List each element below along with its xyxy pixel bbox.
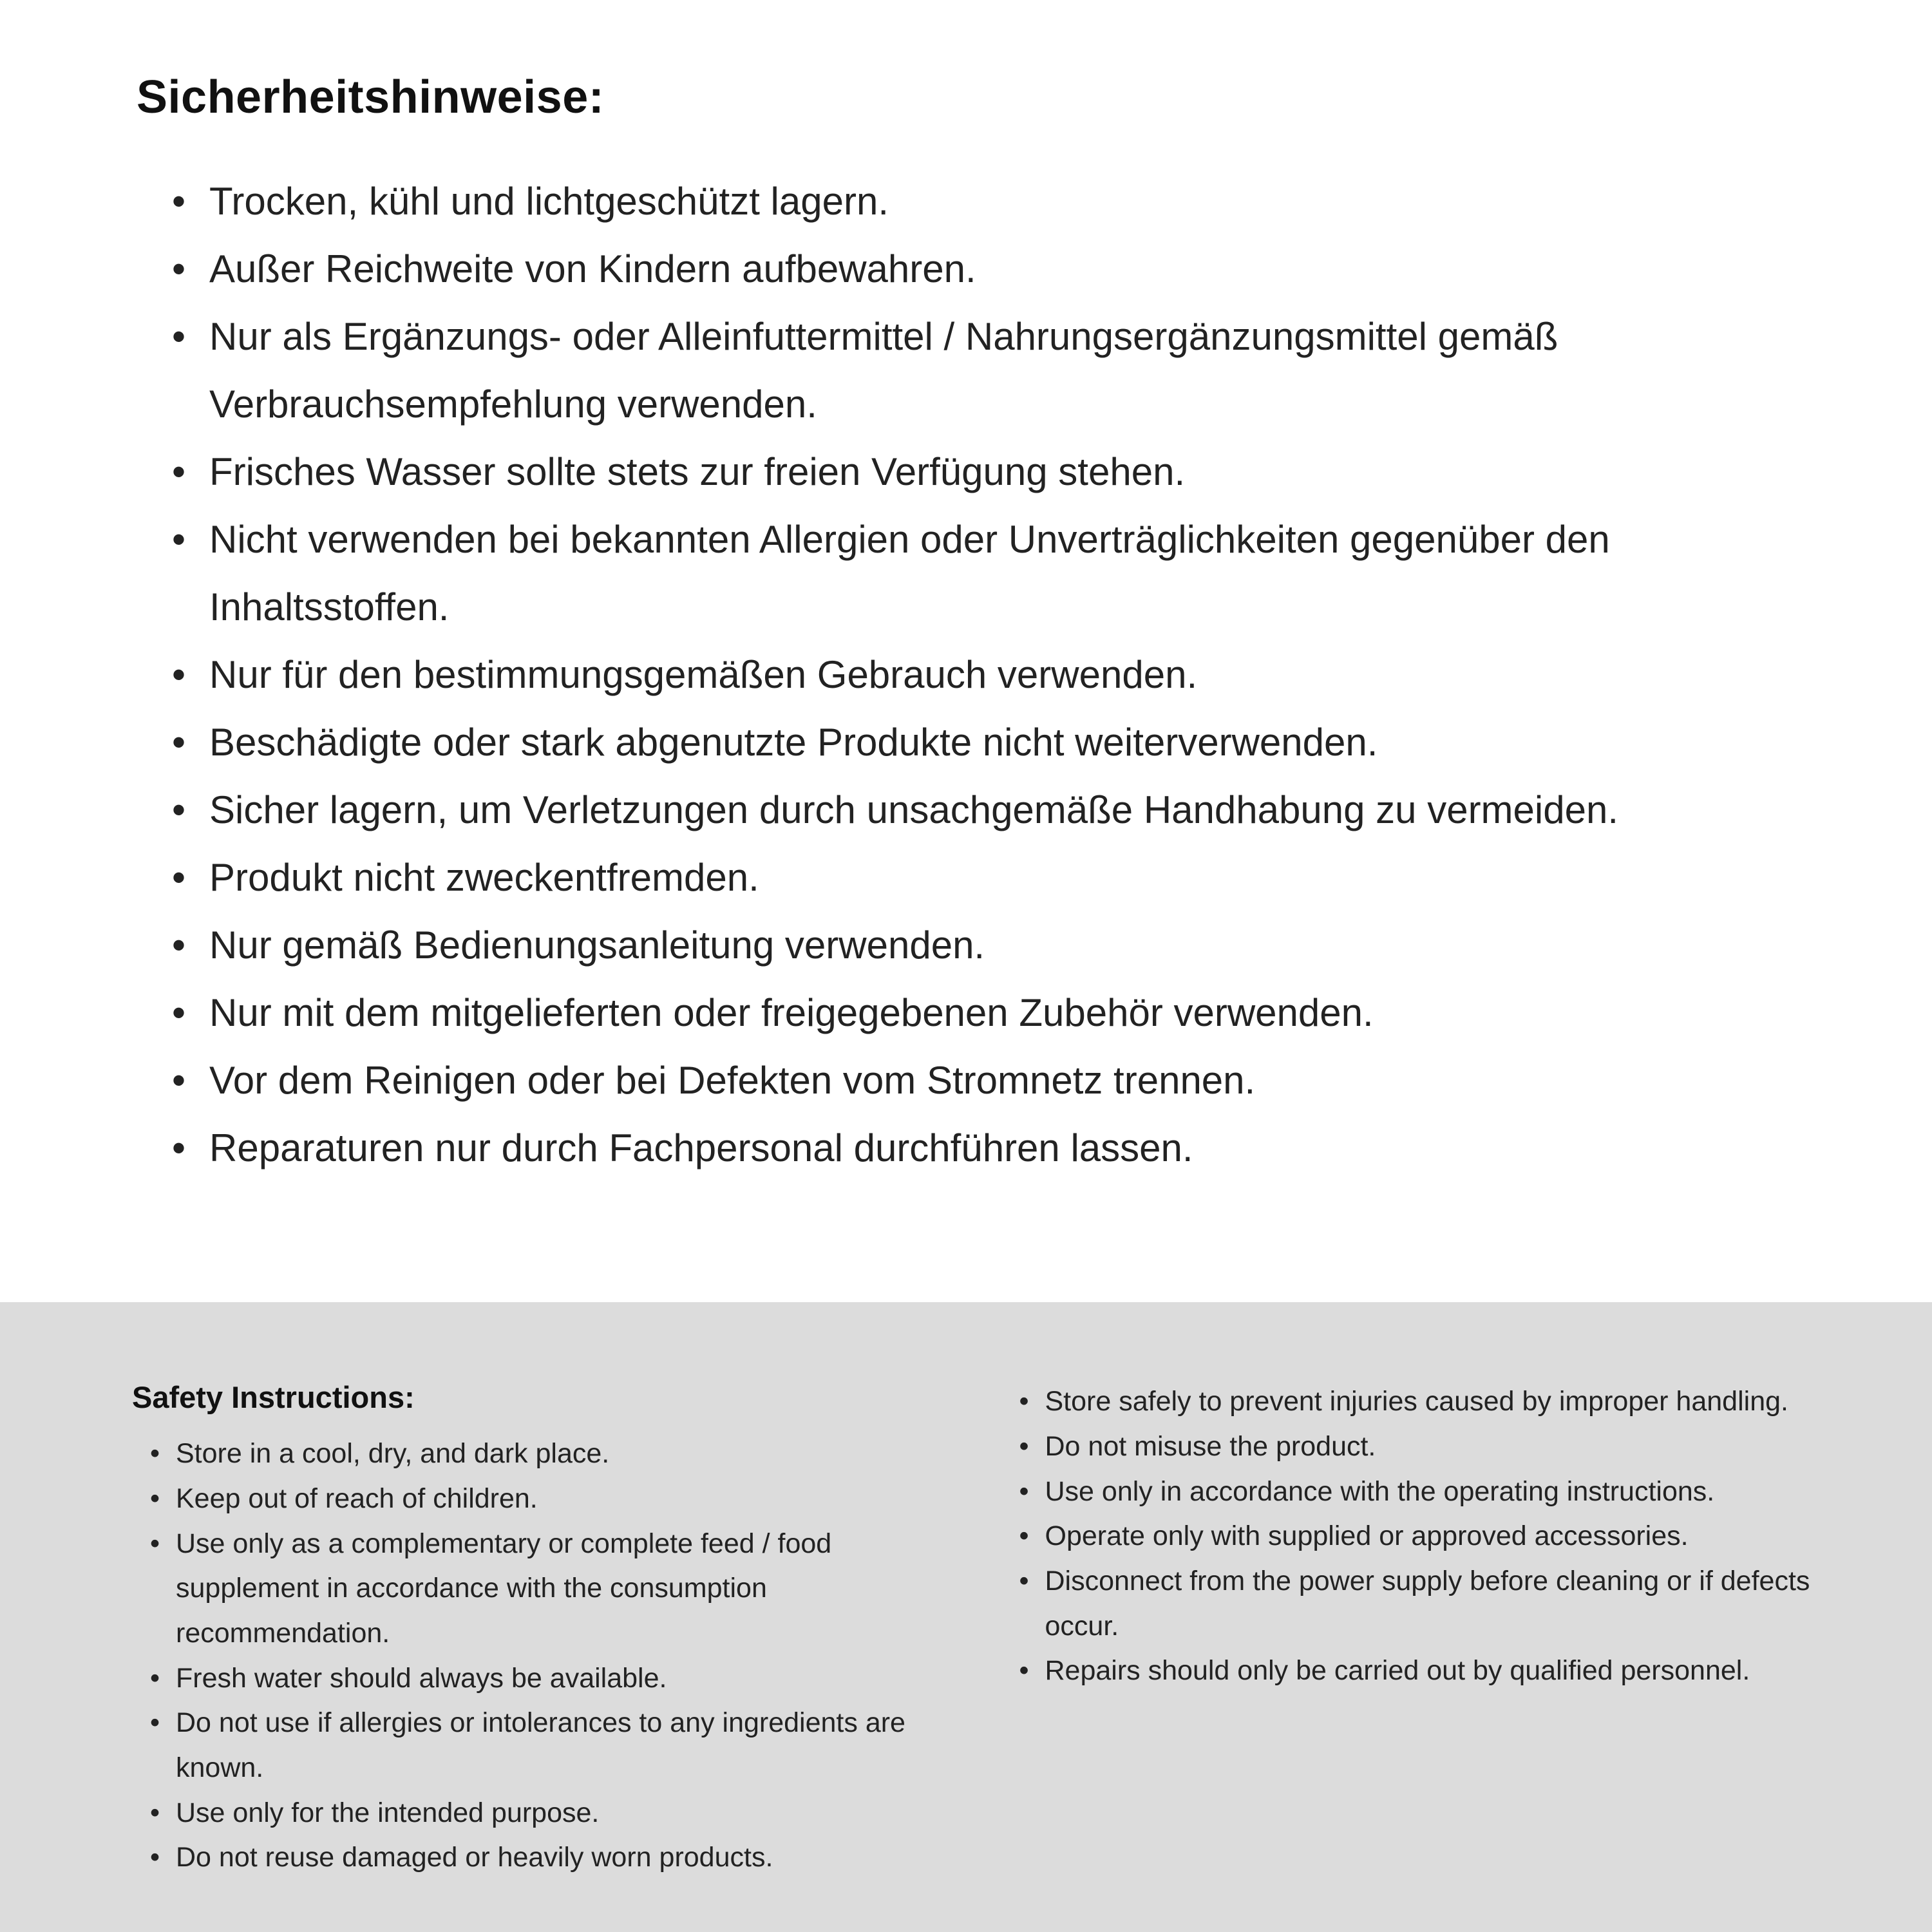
bullet-icon: • [172,1126,186,1170]
list-item-text: Fresh water should always be available. [176,1662,667,1694]
list-item [172,911,1816,979]
list-item-text: Do not reuse damaged or heavily worn products. [176,1842,773,1873]
list-item [1019,1514,1830,1559]
bullet-icon: • [172,923,186,967]
bullet-icon: • [172,856,186,899]
bullet-icon: • [1019,1520,1029,1552]
list-item [150,1835,942,1880]
list-item-text: Nur als Ergänzungs- oder Alleinfuttermittel / Nahrungsergänzungsmittel gemäß Verbrauchsempfehlung verwenden. [209,315,1558,426]
list-item-text: Reparaturen nur durch Fachpersonal durchführen lassen. [209,1126,1193,1170]
list-item-text: Nur gemäß Bedienungsanleitung verwenden. [209,923,985,967]
list-item [172,506,1816,641]
english-left-column [132,1379,942,1880]
bullet-icon: • [150,1662,160,1694]
bullet-icon: • [172,450,186,493]
list-item-text: Use only in accordance with the operating instructions. [1045,1475,1715,1507]
list-item [1019,1559,1830,1649]
list-item [150,1477,942,1522]
bullet-icon: • [172,247,186,290]
bullet-icon: • [172,518,186,561]
bullet-icon: • [1019,1566,1029,1597]
list-item-text: Nur mit dem mitgelieferten oder freigegebenen Zubehör verwenden. [209,991,1374,1034]
list-item [1019,1425,1830,1470]
list-item [172,1046,1816,1114]
list-item [150,1432,942,1477]
list-item [172,438,1816,506]
list-item-text: Keep out of reach of children. [176,1483,538,1515]
list-item [1019,1379,1830,1425]
list-item-text: Store safely to prevent injuries caused by improper handling. [1045,1386,1788,1417]
bullet-icon: • [1019,1386,1029,1417]
list-item-text: Do not use if allergies or intolerances to any ingredients are known. [176,1707,905,1784]
list-item [150,1701,942,1790]
german-section-title: Sicherheitshinweise: [137,71,605,123]
bullet-icon: • [150,1707,160,1739]
list-item-text: Use only as a complementary or complete feed / food supplement in accordance with the consumption recommendation. [176,1528,832,1649]
list-item-text: Nur für den bestimmungsgemäßen Gebrauch verwenden. [209,653,1198,696]
bullet-icon: • [150,1797,160,1828]
bullet-icon: • [150,1842,160,1873]
german-safety-list [137,167,1816,1182]
list-item-text: Produkt nicht zweckentfremden. [209,856,759,899]
english-section-title: Safety Instructions: [132,1380,415,1415]
list-item [172,776,1816,844]
list-item [172,844,1816,911]
list-item-text: Frisches Wasser sollte stets zur freien Verfügung stehen. [209,450,1186,493]
list-item [172,641,1816,708]
bullet-icon: • [150,1438,160,1470]
english-right-column [1019,1379,1830,1880]
list-item [150,1791,942,1836]
list-item-text: Disconnect from the power supply before cleaning or if defects occur. [1045,1566,1810,1642]
list-item [172,167,1816,235]
bullet-icon: • [172,653,186,696]
list-item-text: Repairs should only be carried out by qualified personnel. [1045,1655,1750,1687]
list-item-text: Do not misuse the product. [1045,1431,1376,1463]
list-item [172,708,1816,776]
english-safety-list-right [1019,1379,1830,1694]
list-item-text: Nicht verwenden bei bekannten Allergien oder Unverträglichkeiten gegenüber den Inhaltsstoffen. [209,518,1610,629]
bullet-icon: • [172,721,186,764]
bullet-icon: • [172,991,186,1034]
bullet-icon: • [172,1059,186,1102]
list-item-text: Sicher lagern, um Verletzungen durch unsachgemäße Handhabung zu vermeiden. [209,788,1619,831]
list-item [172,979,1816,1046]
list-item-text: Store in a cool, dry, and dark place. [176,1438,610,1470]
list-item [1019,1470,1830,1515]
bullet-icon: • [150,1483,160,1515]
list-item [172,1114,1816,1182]
list-item-text: Beschädigte oder stark abgenutzte Produkte nicht weiterverwenden. [209,721,1378,764]
bullet-icon: • [150,1528,160,1559]
list-item [150,1656,942,1701]
english-safety-list-left [132,1432,942,1880]
english-safety-section [0,1302,1932,1932]
bullet-icon: • [1019,1655,1029,1687]
list-item [172,303,1816,438]
bullet-icon: • [1019,1431,1029,1463]
list-item [172,235,1816,303]
list-item-text: Vor dem Reinigen oder bei Defekten vom Stromnetz trennen. [209,1059,1256,1102]
bullet-icon: • [172,315,186,358]
list-item [150,1522,942,1656]
bullet-icon: • [1019,1475,1029,1507]
list-item-text: Operate only with supplied or approved accessories. [1045,1520,1689,1552]
bullet-icon: • [172,788,186,831]
list-item-text: Außer Reichweite von Kindern aufbewahren. [209,247,976,290]
list-item-text: Use only for the intended purpose. [176,1797,600,1828]
list-item [1019,1649,1830,1694]
list-item-text: Trocken, kühl und lichtgeschützt lagern. [209,180,889,223]
bullet-icon: • [172,180,186,223]
